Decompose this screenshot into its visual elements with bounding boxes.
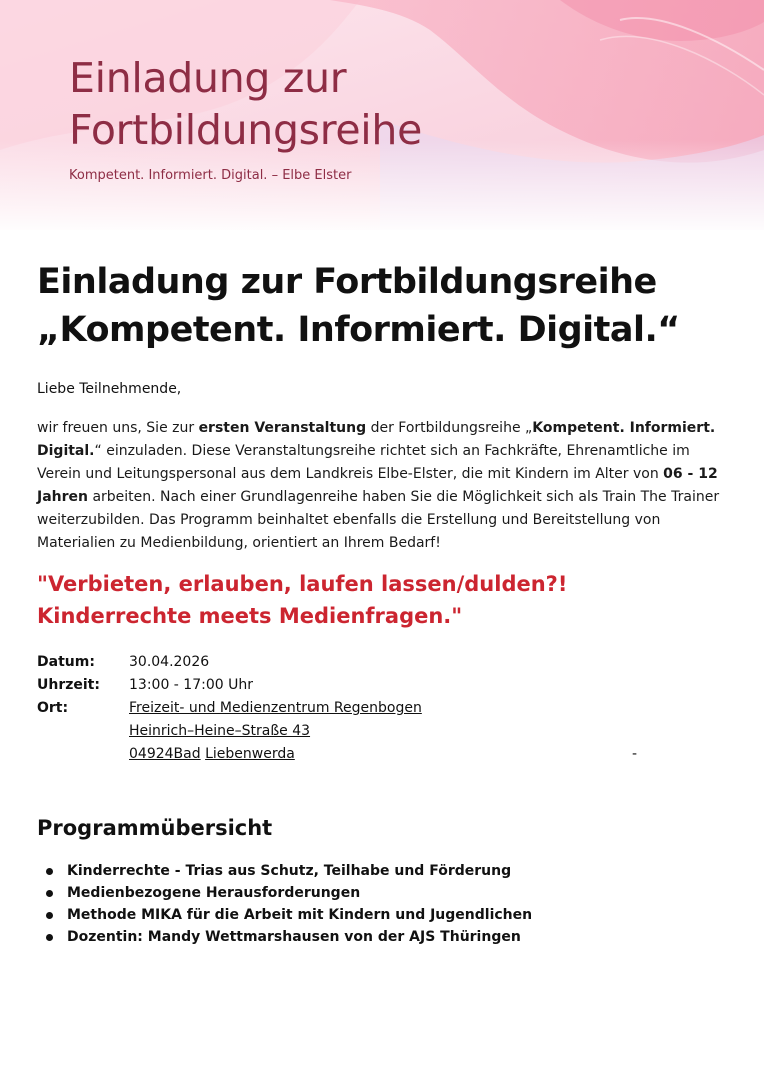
banner-subtitle: Kompetent. Informiert. Digital. – Elbe Elster <box>69 168 352 183</box>
program-list <box>37 860 727 948</box>
date-value: 30.04.2026 <box>129 654 210 670</box>
event-details <box>37 651 727 766</box>
place-city-line <box>129 743 727 766</box>
bullet-icon <box>46 934 53 941</box>
time-label: Uhrzeit: <box>37 677 100 693</box>
intro-text-1: wir freuen uns, Sie zur <box>37 420 199 436</box>
place-bad: Bad <box>173 746 201 762</box>
event-topic-line-1: "Verbieten, erlauben, laufen lassen/dulden?! <box>37 572 568 596</box>
list-item <box>37 904 727 926</box>
intro-text-4: arbeiten. Nach einer Grundlagenreihe haben Sie die Möglichkeit sich als Train The Trainer weiterzubilden. Das Programm beinhaltet ebenfalls die Erstellung und Bereitstellung von Materialien zu Medienbildung, orientiert an Ihrem Bedarf! <box>37 489 720 551</box>
document-body <box>37 230 727 948</box>
program-item-text: Methode MIKA für die Arbeit mit Kindern und Jugendlichen <box>67 907 533 923</box>
salutation: Liebe Teilnehmende, <box>37 381 182 397</box>
place-venue: Freizeit- und Medienzentrum Regenbogen <box>129 700 422 716</box>
list-item <box>37 860 727 882</box>
place-label: Ort: <box>37 700 69 716</box>
time-value: 13:00 - 17:00 Uhr <box>129 677 253 693</box>
intro-text-3: “ einzuladen. Diese Veranstaltungsreihe richtet sich an Fachkräfte, Ehrenamtliche im Verein und Leitungspersonal aus dem Landkreis Elbe-Elster, die mit Kindern im Alter von <box>37 443 690 482</box>
program-item-text: Medienbezogene Herausforderungen <box>67 885 361 901</box>
page-title: Einladung zur Fortbildungsreihe „Kompetent. Informiert. Digital.“ <box>37 262 680 350</box>
intro-paragraph <box>37 417 727 555</box>
date-row <box>37 651 727 674</box>
intro-bold-2: Kompetent. Informiert. Digital. <box>37 420 716 459</box>
event-topic <box>37 568 727 632</box>
program-heading: Programmübersicht <box>37 816 273 840</box>
program-item-text: Kinderrechte - Trias aus Schutz, Teilhabe und Förderung <box>67 863 512 879</box>
program-item-text: Dozentin: Mandy Wettmarshausen von der AJS Thüringen <box>67 929 521 945</box>
place-city: Liebenwerda <box>205 746 295 762</box>
trailing-dash: - <box>632 746 638 762</box>
time-row <box>37 674 727 697</box>
place-row <box>37 697 727 766</box>
bullet-icon <box>46 868 53 875</box>
header-banner <box>0 0 764 230</box>
list-item <box>37 882 727 904</box>
place-street: Heinrich–Heine–Straße 43 <box>129 723 311 739</box>
intro-bold-1: ersten Veranstaltung <box>198 420 367 436</box>
date-label: Datum: <box>37 654 95 670</box>
event-topic-line-2: Kinderrechte meets Medienfragen." <box>37 604 463 628</box>
intro-bold-3: 06 - 12 Jahren <box>37 466 718 505</box>
banner-title: Einladung zur Fortbildungsreihe <box>69 54 423 154</box>
intro-text-2: der Fortbildungsreihe „ <box>366 420 533 436</box>
bullet-icon <box>46 912 53 919</box>
bullet-icon <box>46 890 53 897</box>
place-zip: 04924 <box>129 746 174 762</box>
list-item <box>37 926 727 948</box>
